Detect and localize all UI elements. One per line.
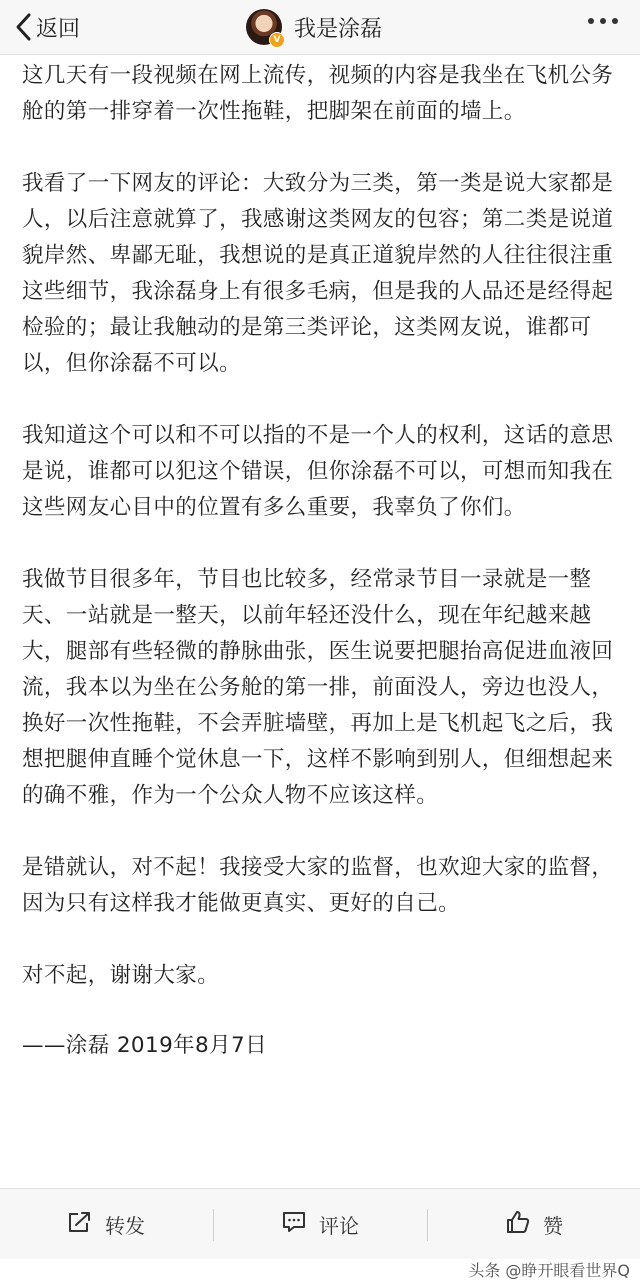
comment-icon xyxy=(281,1210,319,1239)
avatar[interactable] xyxy=(246,9,282,45)
back-button[interactable] xyxy=(14,10,80,44)
watermark xyxy=(468,1258,630,1281)
chevron-left-icon xyxy=(14,12,32,42)
back-label: 返回 xyxy=(36,16,81,42)
paragraph-5: 是错就认，对不起！我接受大家的监督，也欢迎大家的监督，因为只有这样我才能做更真实、更好的自己。 xyxy=(22,855,614,916)
repost-icon xyxy=(67,1210,105,1239)
comment-label: 评论 xyxy=(319,1213,359,1238)
watermark-text: 头条 @睁开眼看世界Q xyxy=(468,1261,630,1280)
paragraph-4: 我做节目很多年，节目也比较多，经常录节目一录就是一整天、一站就是一整天，以前年轻还没什么，现在年纪越来越大，腿部有些轻微的静脉曲张，医生说要把腿抬高促进血液回流，我本以为坐在公务舱的第一排，前面没人，旁边也没人，换好一次性拖鞋，不会弄脏墙壁，再加上是飞机起飞之后，我想把腿伸直睡个觉休息一下，这样不影响到别人，但细想起来的确不雅，作为一个公众人物不应该这样。 xyxy=(22,567,614,808)
more-dots-icon[interactable] xyxy=(588,18,618,24)
profile-name: 我是涂磊 xyxy=(294,16,383,42)
signature: ——涂磊 2019年8月7日 xyxy=(22,1033,268,1058)
thumbs-up-icon xyxy=(505,1209,543,1240)
paragraph-2: 我看了一下网友的评论：大致分为三类，第一类是说大家都是人，以后注意就算了，我感谢这类网友的包容；第二类是说道貌岸然、卑鄙无耻，我想说的是真正道貌岸然的人往往很注重这些细节，我涂磊身上有很多毛病，但是我的人品还是经得起检验的；最让我触动的是第三类评论，这类网友说，谁都可以，但你涂磊不可以。 xyxy=(22,171,614,376)
repost-label: 转发 xyxy=(105,1213,145,1238)
action-bar xyxy=(0,1188,640,1259)
article-body xyxy=(22,58,622,1100)
comment-button[interactable] xyxy=(214,1189,426,1259)
paragraph-1: 这几天有一段视频在网上流传，视频的内容是我坐在飞机公务舱的第一排穿着一次性拖鞋，把脚架在前面的墙上。 xyxy=(22,63,614,124)
like-button[interactable] xyxy=(428,1189,640,1259)
repost-button[interactable] xyxy=(0,1189,212,1259)
paragraph-6: 对不起，谢谢大家。 xyxy=(22,963,220,988)
navigation-bar xyxy=(0,0,640,55)
paragraph-3: 我知道这个可以和不可以指的不是一个人的权利，这话的意思是说，谁都可以犯这个错误，但你涂磊不可以，可想而知我在这些网友心目中的位置有多么重要，我辜负了你们。 xyxy=(22,423,614,520)
verified-badge-icon: V xyxy=(269,32,285,48)
like-label: 赞 xyxy=(543,1213,563,1238)
profile-header[interactable] xyxy=(246,8,382,46)
